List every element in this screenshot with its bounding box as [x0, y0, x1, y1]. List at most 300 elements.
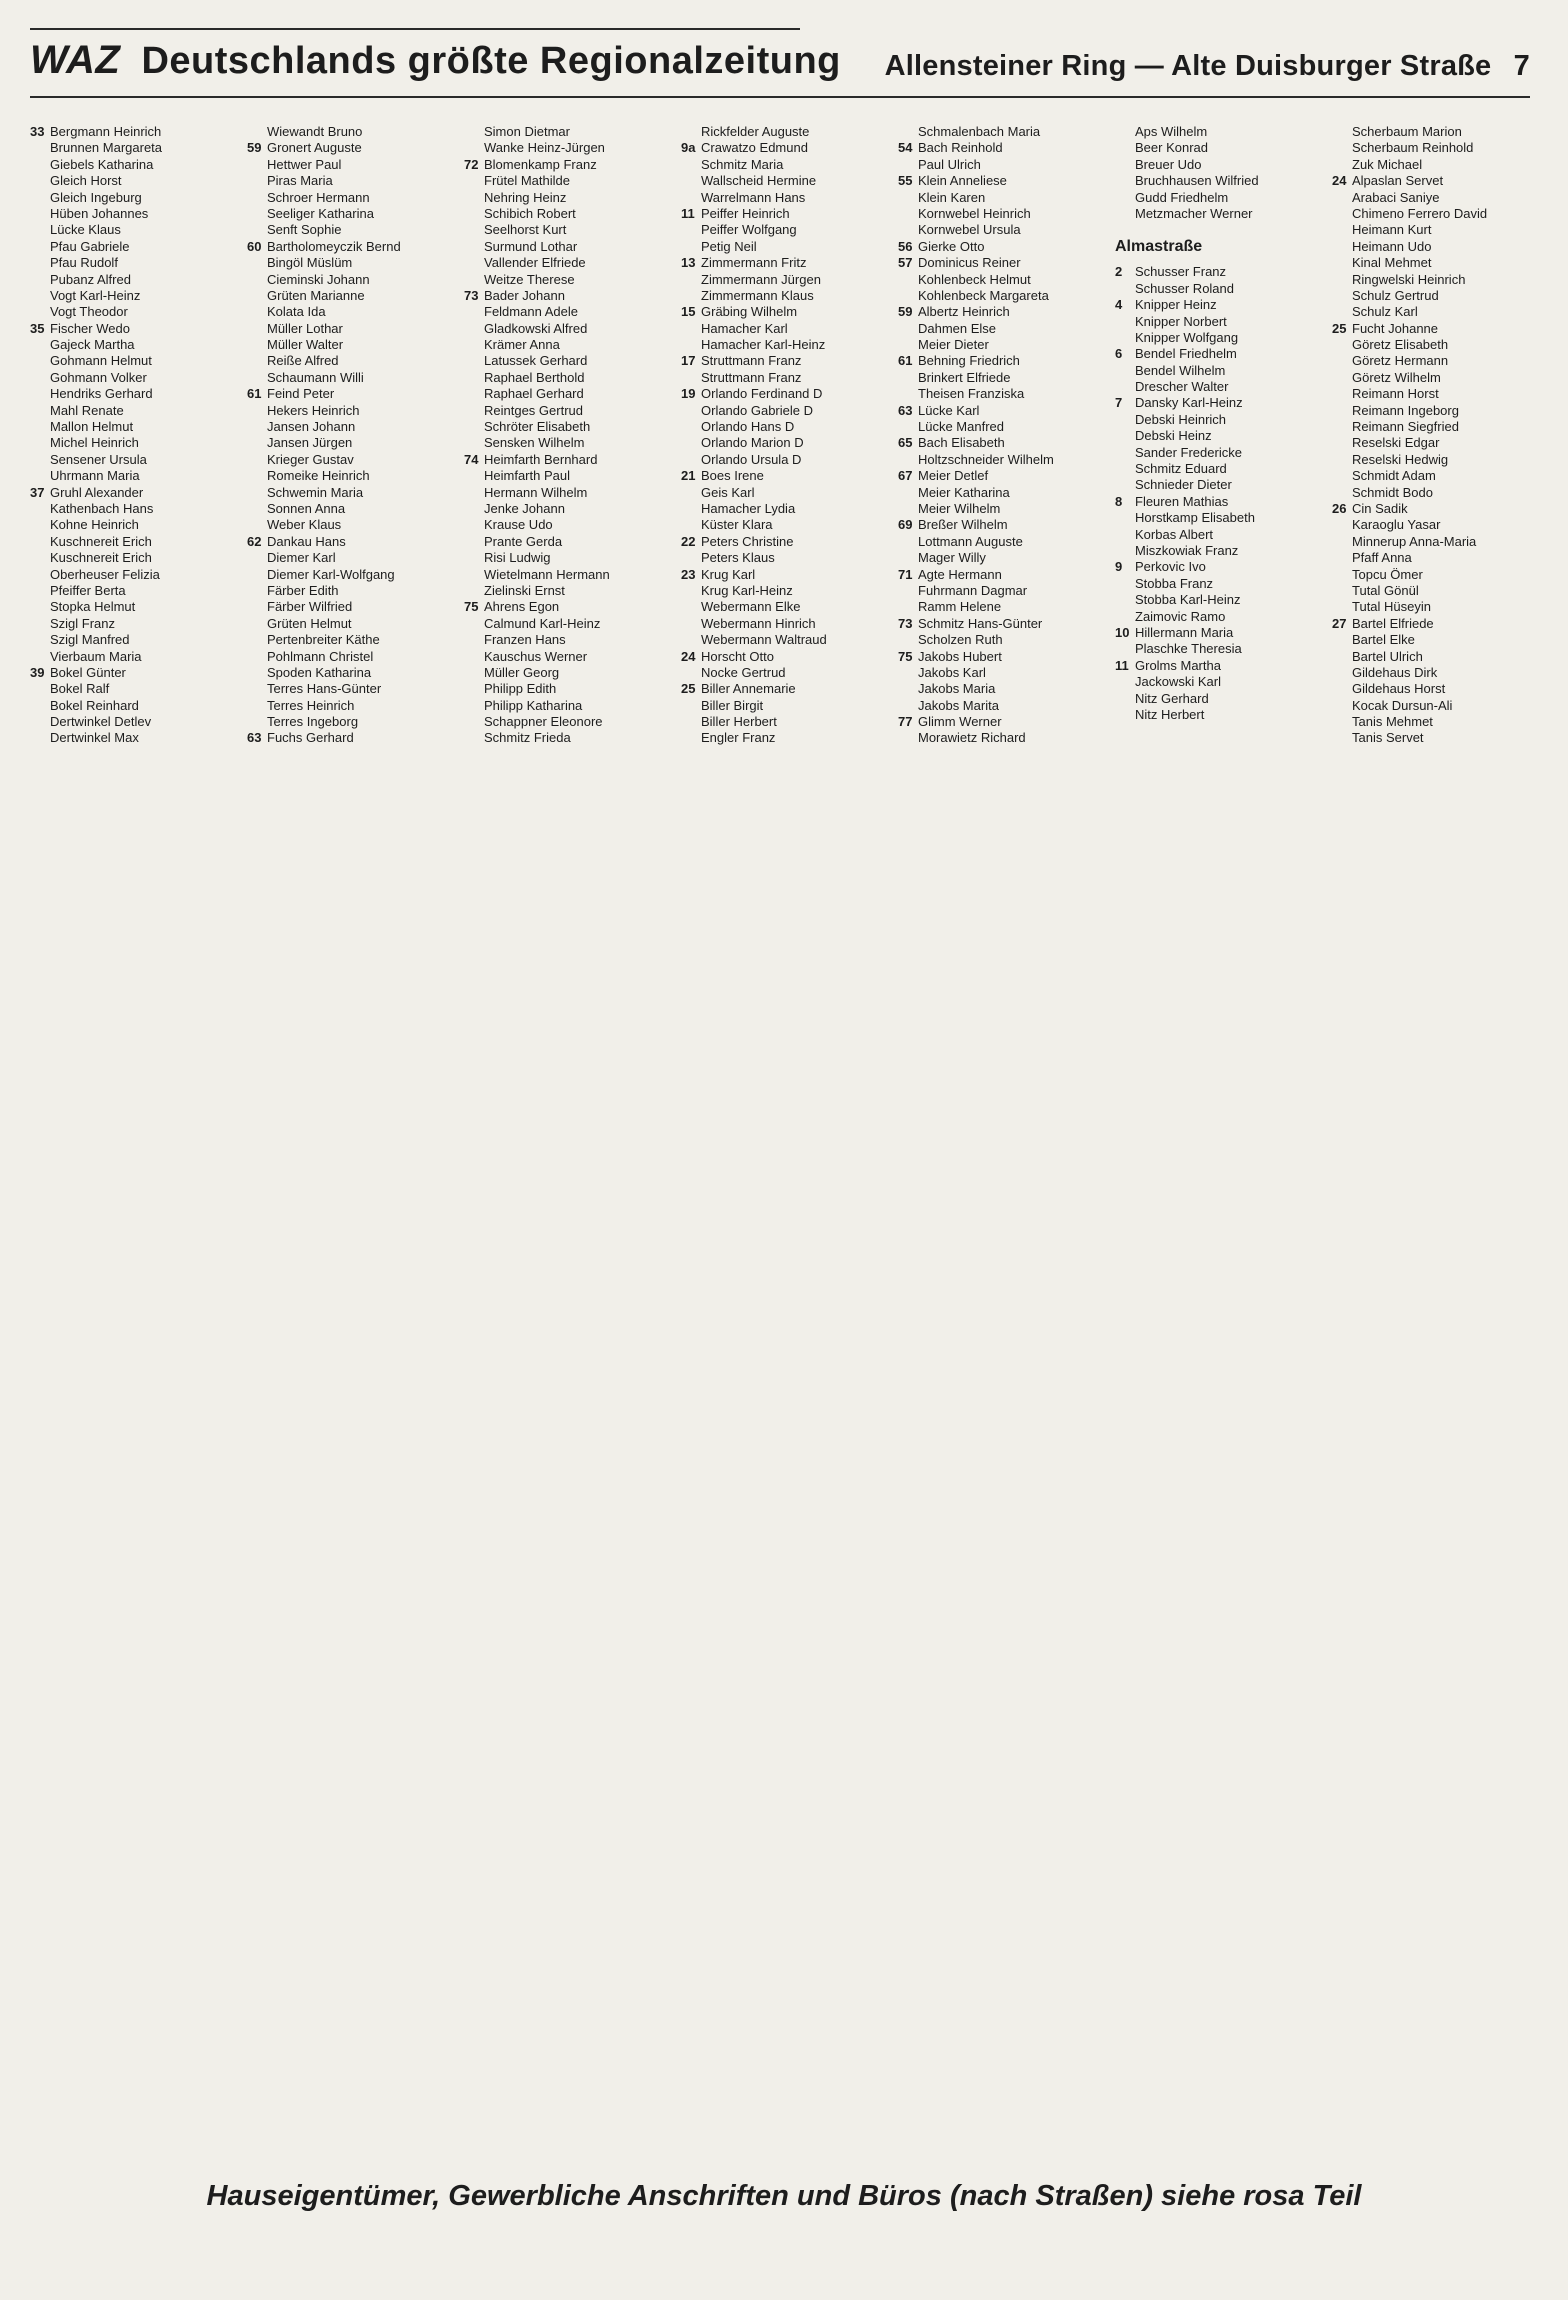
house-number: 33 [30, 124, 45, 139]
resident-name: Orlando Hans D [701, 419, 795, 435]
list-item [247, 468, 457, 484]
list-item [1332, 403, 1542, 419]
list-item [898, 419, 1108, 435]
resident-name: Gildehaus Horst [1352, 681, 1446, 697]
column-1 [30, 124, 240, 2154]
footer-note: Hauseigentümer, Gewerbliche Anschriften und Büros (nach Straßen) siehe rosa Teil [206, 2180, 1362, 2212]
list-item [30, 435, 240, 451]
list-item [681, 534, 891, 550]
list-item [898, 501, 1108, 517]
house-number: 60 [247, 238, 262, 254]
resident-name: Krieger Gustav [267, 451, 354, 467]
house-number: 56 [898, 238, 913, 254]
list-item [464, 698, 674, 714]
list-item [1115, 592, 1325, 608]
list-item [247, 681, 457, 697]
list-item [30, 337, 240, 353]
resident-name: Giebels Katharina [50, 156, 154, 172]
list-item [1332, 386, 1542, 402]
list-item [464, 714, 674, 730]
resident-name: Pohlmann Christel [267, 648, 374, 664]
list-item [247, 206, 457, 222]
resident-name: Alpaslan Servet [1352, 173, 1444, 189]
resident-name: Stobba Franz [1135, 575, 1214, 591]
resident-name: Krause Udo [484, 517, 553, 533]
resident-name: Ringwelski Heinrich [1352, 271, 1466, 287]
list-item [1115, 477, 1325, 493]
house-number: 69 [898, 517, 913, 533]
resident-name: Bokel Reinhard [50, 697, 139, 713]
resident-name: Reimann Horst [1352, 386, 1439, 402]
house-number: 73 [464, 287, 479, 303]
resident-name: Biller Herbert [701, 714, 777, 730]
list-item [464, 222, 674, 238]
house-number: 13 [681, 255, 696, 271]
resident-name: Tanis Servet [1352, 730, 1424, 746]
list-item [898, 157, 1108, 173]
house-number: 9 [1115, 559, 1123, 575]
resident-name: Reintges Gertrud [484, 402, 583, 418]
list-item [30, 583, 240, 599]
list-item [1115, 428, 1325, 444]
list-item [464, 124, 674, 140]
resident-name: Terres Ingeborg [267, 714, 359, 730]
resident-name: Reselski Hedwig [1352, 451, 1449, 467]
resident-name: Bruchhausen Wilfried [1135, 173, 1259, 189]
house-number: 6 [1115, 346, 1123, 362]
resident-name: Crawatzo Edmund [701, 140, 808, 156]
list-item [681, 190, 891, 206]
resident-name: Knipper Norbert [1135, 313, 1227, 329]
resident-name: Jansen Jürgen [267, 435, 353, 451]
resident-name: Grüten Marianne [267, 287, 365, 303]
list-item [1332, 435, 1542, 451]
list-item [247, 419, 457, 435]
resident-name: Gruhl Alexander [50, 484, 144, 500]
list-item [898, 288, 1108, 304]
resident-name: Boes Irene [701, 468, 764, 484]
resident-name: Fuchs Gerhard [267, 730, 354, 746]
resident-name: Topcu Ömer [1352, 566, 1423, 582]
list-item [1115, 543, 1325, 559]
list-item [30, 288, 240, 304]
house-number: 17 [681, 353, 696, 369]
resident-name: Aps Wilhelm [1135, 124, 1208, 139]
column-7 [1332, 124, 1542, 2154]
house-number: 57 [898, 255, 913, 271]
resident-name: Nocke Gertrud [701, 664, 786, 680]
list-item [247, 583, 457, 599]
resident-name: Tanis Mehmet [1352, 714, 1433, 730]
resident-name: Bader Johann [484, 287, 565, 303]
resident-name: Jakobs Hubert [918, 648, 1002, 664]
resident-name: Färber Wilfried [267, 599, 353, 615]
resident-name: Philipp Edith [484, 681, 557, 697]
list-item [1115, 124, 1325, 140]
list-item [681, 485, 891, 501]
list-item [30, 239, 240, 255]
list-item [681, 501, 891, 517]
resident-name: Oberheuser Felizia [50, 566, 160, 582]
resident-name: Bach Reinhold [918, 140, 1003, 156]
header-rule [30, 96, 1530, 98]
list-item [247, 272, 457, 288]
resident-name: Nehring Heinz [484, 189, 567, 205]
list-item [681, 337, 891, 353]
resident-name: Sensener Ursula [50, 451, 147, 467]
list-item [681, 567, 891, 583]
house-number: 61 [898, 353, 913, 369]
list-item [247, 403, 457, 419]
list-item [464, 517, 674, 533]
list-item [898, 599, 1108, 615]
resident-name: Prante Gerda [484, 533, 563, 549]
resident-name: Stopka Helmut [50, 599, 136, 615]
list-item [1115, 379, 1325, 395]
resident-name: Dertwinkel Max [50, 730, 139, 746]
resident-name: Vallender Elfriede [484, 255, 586, 271]
resident-name: Zimmermann Klaus [701, 287, 814, 303]
list-item [1332, 272, 1542, 288]
list-item [898, 616, 1108, 632]
list-item [30, 649, 240, 665]
house-number: 61 [247, 386, 262, 402]
house-number: 54 [898, 140, 913, 156]
resident-name: Jackowski Karl [1135, 674, 1221, 690]
resident-name: Hamacher Karl [701, 320, 788, 336]
resident-name: Warrelmann Hans [701, 189, 806, 205]
resident-name: Chimeno Ferrero David [1352, 205, 1488, 221]
list-item [1332, 632, 1542, 648]
list-item [30, 157, 240, 173]
resident-name: Kornwebel Ursula [918, 222, 1021, 238]
resident-name: Lücke Karl [918, 402, 980, 418]
resident-name: Meier Detlef [918, 468, 989, 484]
list-item [898, 206, 1108, 222]
list-item [1332, 370, 1542, 386]
resident-name: Lücke Manfred [918, 419, 1004, 435]
column-2 [247, 124, 457, 2154]
list-item [464, 534, 674, 550]
resident-name: Debski Heinz [1135, 428, 1212, 444]
resident-name: Albertz Heinrich [918, 304, 1010, 320]
resident-name: Schröter Elisabeth [484, 419, 591, 435]
resident-name: Schmitz Maria [701, 156, 784, 172]
house-number: 77 [898, 714, 913, 730]
list-item [464, 337, 674, 353]
street-range-header [885, 50, 1530, 83]
list-item [1115, 412, 1325, 428]
list-item [898, 534, 1108, 550]
resident-name: Glimm Werner [918, 714, 1002, 730]
list-item [1332, 419, 1542, 435]
house-number: 67 [898, 468, 913, 484]
list-item [681, 550, 891, 566]
resident-name: Sonnen Anna [267, 500, 346, 516]
resident-name: Seelhorst Kurt [484, 222, 567, 238]
resident-name: Wallscheid Hermine [701, 173, 817, 189]
tagline: Deutschlands größte Regionalzeitung [141, 40, 841, 82]
list-item [464, 583, 674, 599]
resident-name: Heimfarth Paul [484, 468, 570, 484]
resident-name: Tutal Gönül [1352, 582, 1419, 598]
resident-name: Plaschke Theresia [1135, 641, 1242, 657]
resident-name: Schwemin Maria [267, 484, 364, 500]
list-item [1332, 649, 1542, 665]
list-item [30, 370, 240, 386]
list-item [681, 173, 891, 189]
list-item [1332, 501, 1542, 517]
resident-name: Kuschnereit Erich [50, 550, 152, 566]
list-item [464, 157, 674, 173]
resident-name: Hermann Wilhelm [484, 484, 588, 500]
resident-name: Ahrens Egon [484, 599, 560, 615]
resident-name: Knipper Heinz [1135, 297, 1217, 313]
list-item [681, 681, 891, 697]
masthead [30, 34, 841, 87]
resident-name: Surmund Lothar [484, 238, 578, 254]
list-item [247, 452, 457, 468]
list-item [1332, 567, 1542, 583]
house-number: 65 [898, 435, 913, 451]
resident-name: Hekers Heinrich [267, 402, 360, 418]
resident-name: Mallon Helmut [50, 419, 134, 435]
resident-name: Behning Friedrich [918, 353, 1020, 369]
list-item [1115, 140, 1325, 156]
house-number: 9a [681, 140, 696, 156]
list-item [30, 616, 240, 632]
resident-name: Struttmann Franz [701, 353, 802, 369]
resident-name: Pubanz Alfred [50, 271, 131, 287]
list-item [898, 140, 1108, 156]
list-item [247, 157, 457, 173]
resident-name: Rickfelder Auguste [701, 124, 810, 139]
list-item [1332, 157, 1542, 173]
resident-name: Klein Karen [918, 189, 986, 205]
house-number: 35 [30, 320, 45, 336]
list-item [898, 485, 1108, 501]
resident-name: Färber Edith [267, 582, 339, 598]
list-item [247, 665, 457, 681]
resident-name: Kuschnereit Erich [50, 533, 152, 549]
resident-name: Jansen Johann [267, 419, 356, 435]
resident-name: Reimann Ingeborg [1352, 402, 1459, 418]
house-number: 55 [898, 173, 913, 189]
list-item [898, 649, 1108, 665]
list-item [1332, 206, 1542, 222]
resident-name: Hüben Johannes [50, 205, 149, 221]
resident-name: Jakobs Karl [918, 664, 986, 680]
resident-name: Weitze Therese [484, 271, 575, 287]
list-item [898, 222, 1108, 238]
resident-name: Bartholomeyczik Bernd [267, 238, 401, 254]
resident-name: Bartel Ulrich [1352, 648, 1423, 664]
list-item [30, 353, 240, 369]
house-number: 2 [1115, 264, 1123, 280]
list-item [464, 485, 674, 501]
resident-name: Vogt Karl-Heinz [50, 287, 141, 303]
resident-name: Drescher Walter [1135, 379, 1229, 395]
list-item [30, 304, 240, 320]
list-item [464, 140, 674, 156]
resident-name: Webermann Elke [701, 599, 801, 615]
list-item [1332, 534, 1542, 550]
resident-name: Diemer Karl-Wolfgang [267, 566, 395, 582]
resident-name: Knipper Wolfgang [1135, 329, 1239, 345]
resident-name: Schappner Eleonore [484, 714, 603, 730]
list-item [1332, 173, 1542, 189]
list-item [247, 714, 457, 730]
resident-name: Risi Ludwig [484, 550, 551, 566]
resident-name: Schulz Gertrud [1352, 287, 1439, 303]
resident-name: Simon Dietmar [484, 124, 570, 139]
list-item [681, 206, 891, 222]
resident-name: Göretz Wilhelm [1352, 369, 1441, 385]
list-item [1115, 625, 1325, 641]
list-item [1332, 452, 1542, 468]
list-item [464, 550, 674, 566]
list-item [1332, 140, 1542, 156]
resident-name: Biller Birgit [701, 697, 764, 713]
list-item [30, 321, 240, 337]
list-item [1115, 674, 1325, 690]
resident-name: Pertenbreiter Käthe [267, 632, 380, 648]
resident-name: Schmitz Hans-Günter [918, 615, 1043, 631]
list-item [464, 681, 674, 697]
list-item [30, 730, 240, 746]
resident-name: Romeike Heinrich [267, 468, 370, 484]
resident-name: Franzen Hans [484, 632, 566, 648]
resident-name: Pfau Rudolf [50, 255, 118, 271]
resident-name: Frütel Mathilde [484, 173, 570, 189]
house-number: 74 [464, 451, 479, 467]
list-item [681, 157, 891, 173]
list-item [1115, 190, 1325, 206]
list-item [464, 173, 674, 189]
list-item [898, 370, 1108, 386]
column-3 [464, 124, 674, 2154]
list-item [898, 632, 1108, 648]
resident-name: Bartel Elfriede [1352, 615, 1434, 631]
list-item [898, 403, 1108, 419]
list-item [30, 419, 240, 435]
list-item [681, 698, 891, 714]
resident-name: Reselski Edgar [1352, 435, 1440, 451]
resident-name: Dertwinkel Detlev [50, 714, 152, 730]
list-item [898, 550, 1108, 566]
list-item [898, 239, 1108, 255]
list-item [898, 681, 1108, 697]
list-item [1332, 550, 1542, 566]
list-item [247, 698, 457, 714]
resident-name: Schmalenbach Maria [918, 124, 1041, 139]
list-item [247, 534, 457, 550]
list-item [1332, 239, 1542, 255]
resident-name: Theisen Franziska [918, 386, 1025, 402]
list-item [1115, 157, 1325, 173]
resident-name: Wanke Heinz-Jürgen [484, 140, 605, 156]
house-number: 24 [1332, 173, 1347, 189]
resident-name: Schroer Hermann [267, 189, 370, 205]
list-item [247, 124, 457, 140]
list-item [247, 353, 457, 369]
list-item [1115, 363, 1325, 379]
resident-name: Scherbaum Reinhold [1352, 140, 1474, 156]
column-6 [1115, 124, 1325, 2154]
list-item [898, 353, 1108, 369]
resident-name: Bokel Günter [50, 664, 126, 680]
list-item [681, 468, 891, 484]
list-item [30, 632, 240, 648]
list-item [464, 468, 674, 484]
list-item [1115, 609, 1325, 625]
list-item [464, 353, 674, 369]
list-item [1332, 321, 1542, 337]
resident-name: Pfau Gabriele [50, 238, 130, 254]
resident-name: Peters Klaus [701, 550, 775, 566]
resident-name: Fischer Wedo [50, 320, 130, 336]
resident-name: Senft Sophie [267, 222, 342, 238]
list-item [681, 370, 891, 386]
resident-name: Schibich Robert [484, 205, 576, 221]
list-item [247, 173, 457, 189]
resident-name: Sander Fredericke [1135, 444, 1242, 460]
list-item [247, 730, 457, 746]
house-number: 26 [1332, 500, 1347, 516]
list-item [681, 288, 891, 304]
list-item [30, 501, 240, 517]
resident-name: Krug Karl-Heinz [701, 582, 793, 598]
resident-name: Raphael Gerhard [484, 386, 584, 402]
resident-name: Meier Katharina [918, 484, 1010, 500]
list-item [681, 321, 891, 337]
list-item [247, 649, 457, 665]
list-item [1332, 517, 1542, 533]
resident-name: Terres Hans-Günter [267, 681, 382, 697]
resident-name: Uhrmann Maria [50, 468, 140, 484]
resident-name: Orlando Marion D [701, 435, 804, 451]
list-item [247, 616, 457, 632]
list-item [898, 468, 1108, 484]
resident-name: Vierbaum Maria [50, 648, 142, 664]
resident-name: Wietelmann Hermann [484, 566, 610, 582]
resident-name: Petig Neil [701, 238, 757, 254]
resident-name: Bokel Ralf [50, 681, 110, 697]
resident-name: Gräbing Wilhelm [701, 304, 798, 320]
list-item [681, 517, 891, 533]
resident-name: Beer Konrad [1135, 140, 1208, 156]
list-item [30, 403, 240, 419]
resident-name: Hillermann Maria [1135, 624, 1234, 640]
list-item [681, 452, 891, 468]
resident-name: Bach Elisabeth [918, 435, 1005, 451]
list-item [1332, 304, 1542, 320]
resident-name: Bartel Elke [1352, 632, 1415, 648]
resident-name: Kauschus Werner [484, 648, 588, 664]
list-item [681, 649, 891, 665]
resident-name: Minnerup Anna-Maria [1352, 533, 1477, 549]
resident-name: Hendriks Gerhard [50, 386, 153, 402]
list-item [464, 567, 674, 583]
list-item [247, 517, 457, 533]
resident-name: Dankau Hans [267, 533, 346, 549]
resident-name: Horscht Otto [701, 648, 774, 664]
resident-name: Peiffer Wolfgang [701, 222, 797, 238]
list-item [1115, 206, 1325, 222]
house-number: 39 [30, 664, 45, 680]
list-item [464, 616, 674, 632]
list-item [464, 665, 674, 681]
